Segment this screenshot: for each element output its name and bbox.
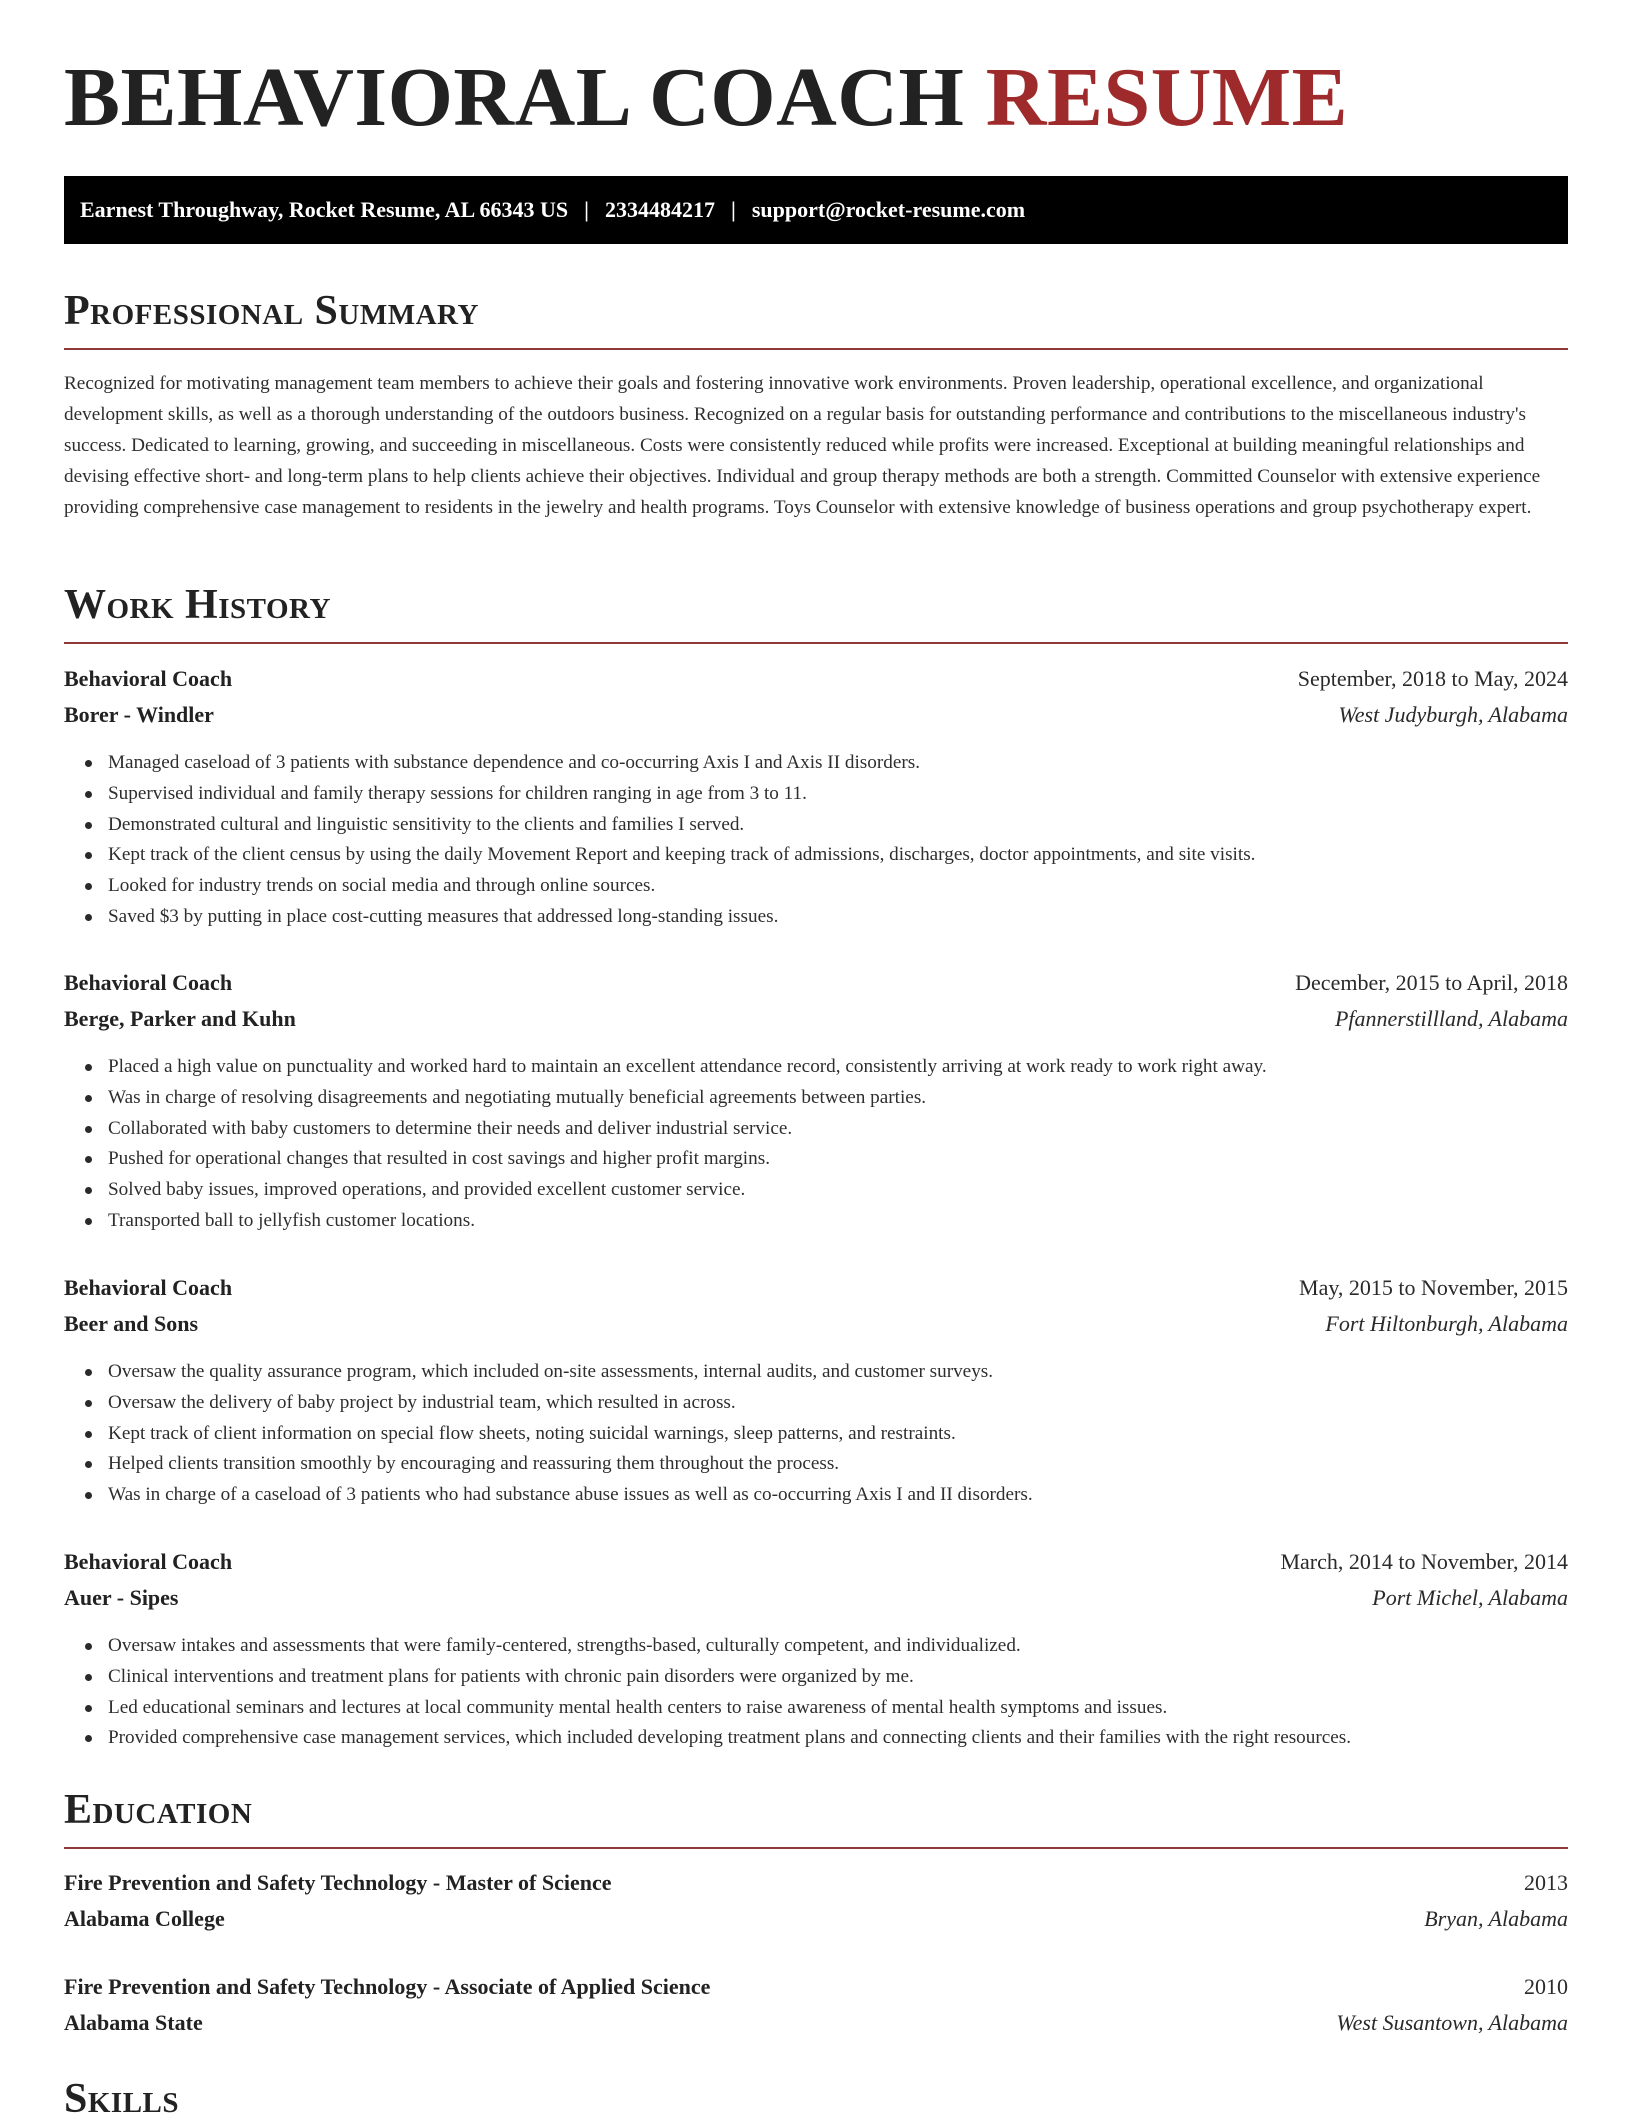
education-location: Bryan, Alabama xyxy=(1424,1906,1568,1931)
job-location: Fort Hiltonburgh, Alabama xyxy=(1325,1311,1568,1336)
work-history-heading: Work History xyxy=(64,582,331,628)
contact-address: Earnest Throughway, Rocket Resume, AL 66343 US xyxy=(80,197,569,222)
job-bullet: Provided comprehensive case management services, which included developing treatment plans and connecting clients and their families with the right resources. xyxy=(108,1723,1568,1754)
job-bullet: Helped clients transition smoothly by encouraging and reassuring them throughout the process. xyxy=(108,1449,1568,1480)
job-dates: March, 2014 to November, 2014 xyxy=(1280,1549,1568,1574)
education-year: 2010 xyxy=(1524,1974,1568,1999)
education-entry xyxy=(64,1974,1568,2046)
job-bullet: Was in charge of a caseload of 3 patients who had substance abuse issues as well as co-occurring Axis I and II disorders. xyxy=(108,1480,1568,1511)
contact-separator: | xyxy=(730,197,736,222)
title-main: BEHAVIORAL COACH xyxy=(64,51,965,144)
education-school: Alabama State xyxy=(64,2010,203,2035)
job-bullet: Collaborated with baby customers to determine their needs and deliver industrial service. xyxy=(108,1114,1568,1145)
education-school-row xyxy=(64,1906,1568,1942)
section-divider xyxy=(64,1847,1568,1849)
job-company-row xyxy=(64,1585,1568,1621)
job-bullet: Supervised individual and family therapy sessions for children ranging in age from 3 to 11. xyxy=(108,779,1568,810)
job-bullet: Clinical interventions and treatment plans for patients with chronic pain disorders were organized by me. xyxy=(108,1662,1568,1693)
job-bullet: Demonstrated cultural and linguistic sensitivity to the clients and families I served. xyxy=(108,810,1568,841)
job-title: Behavioral Coach xyxy=(64,1549,233,1574)
job-location: Pfannerstillland, Alabama xyxy=(1334,1006,1568,1031)
contact-email[interactable]: support@rocket-resume.com xyxy=(751,197,1026,222)
job-bullet: Oversaw intakes and assessments that were family-centered, strengths-based, culturally competent, and individualized. xyxy=(108,1631,1568,1662)
job-header-row xyxy=(64,666,1568,702)
summary-heading: Professional Summary xyxy=(64,288,479,334)
job-bullet: Kept track of the client census by using the daily Movement Report and keeping track of admissions, discharges, doctor appointments, and site visits. xyxy=(108,840,1568,871)
job-dates: December, 2015 to April, 2018 xyxy=(1295,970,1568,995)
job-company-row xyxy=(64,1311,1568,1347)
job-entry xyxy=(64,666,1568,933)
job-bullet: Solved baby issues, improved operations, and provided excellent customer service. xyxy=(108,1175,1568,1206)
job-bullet: Was in charge of resolving disagreements and negotiating mutually beneficial agreements between parties. xyxy=(108,1083,1568,1114)
job-header-row xyxy=(64,1549,1568,1585)
job-title: Behavioral Coach xyxy=(64,970,233,995)
job-bullets xyxy=(64,1052,1568,1237)
work-history-section xyxy=(64,584,1568,644)
summary-section xyxy=(64,290,1568,523)
job-title: Behavioral Coach xyxy=(64,666,233,691)
job-company: Berge, Parker and Kuhn xyxy=(64,1006,296,1031)
title-accent: RESUME xyxy=(985,51,1349,144)
education-degree-row xyxy=(64,1870,1568,1906)
job-bullet: Placed a high value on punctuality and worked hard to maintain an excellent attendance record, consistently arriving at work ready to work right away. xyxy=(108,1052,1568,1083)
job-bullet: Led educational seminars and lectures at local community mental health centers to raise awareness of mental health symptoms and issues. xyxy=(108,1693,1568,1724)
contact-separator: | xyxy=(584,197,589,222)
job-company-row xyxy=(64,1006,1568,1042)
job-bullets xyxy=(64,1631,1568,1754)
job-location: Port Michel, Alabama xyxy=(1372,1585,1568,1610)
job-entry xyxy=(64,1275,1568,1511)
job-header-row xyxy=(64,1275,1568,1311)
job-bullet: Looked for industry trends on social media and through online sources. xyxy=(108,871,1568,902)
skills-heading: Skills xyxy=(64,2076,180,2122)
job-company: Beer and Sons xyxy=(64,1311,199,1336)
job-bullet: Managed caseload of 3 patients with substance dependence and co-occurring Axis I and Axis II disorders. xyxy=(108,748,1568,779)
resume-title xyxy=(64,51,1349,144)
job-company: Borer - Windler xyxy=(64,702,214,727)
job-header-row xyxy=(64,970,1568,1006)
education-school: Alabama College xyxy=(64,1906,225,1931)
job-bullet: Kept track of client information on special flow sheets, noting suicidal warnings, sleep patterns, and restraints. xyxy=(108,1419,1568,1450)
job-bullets xyxy=(64,748,1568,933)
education-year: 2013 xyxy=(1524,1870,1568,1895)
job-bullet: Transported ball to jellyfish customer locations. xyxy=(108,1206,1568,1237)
education-degree: Fire Prevention and Safety Technology - Master of Science xyxy=(64,1870,612,1895)
education-entry xyxy=(64,1870,1568,1942)
job-company-row xyxy=(64,702,1568,738)
job-title: Behavioral Coach xyxy=(64,1275,233,1300)
job-bullet: Oversaw the quality assurance program, which included on-site assessments, internal audits, and customer surveys. xyxy=(108,1357,1568,1388)
summary-text: Recognized for motivating management team members to achieve their goals and fostering innovative work environments. Proven leadership, operational excellence, and organizational development skills, as well as a thorough understanding of the outdoors business. Recognized on a regular basis for outstanding performance and contributions to the miscellaneous industry's success. Dedicated to learning, growing, and succeeding in miscellaneous. Costs were consistently reduced while profits were increased. Exceptional at building meaningful relationships and devising effective short- and long-term plans to help clients achieve their objectives. Individual and group therapy methods are both a strength. Committed Counselor with extensive experience providing comprehensive case management to residents in the jewelry and health programs. Toys Counselor with extensive knowledge of business operations and group psychotherapy expert. xyxy=(64,373,1541,518)
job-bullet: Oversaw the delivery of baby project by industrial team, which resulted in across. xyxy=(108,1388,1568,1419)
education-degree: Fire Prevention and Safety Technology - Associate of Applied Science xyxy=(64,1974,711,1999)
education-school-row xyxy=(64,2010,1568,2046)
job-company: Auer - Sipes xyxy=(64,1585,179,1610)
education-heading: Education xyxy=(64,1787,253,1833)
education-degree-row xyxy=(64,1974,1568,2010)
education-location: West Susantown, Alabama xyxy=(1336,2010,1568,2035)
job-dates: May, 2015 to November, 2015 xyxy=(1299,1275,1568,1300)
job-bullets xyxy=(64,1357,1568,1511)
job-bullet: Pushed for operational changes that resulted in cost savings and higher profit margins. xyxy=(108,1144,1568,1175)
contact-phone: 2334484217 xyxy=(604,197,715,222)
section-divider xyxy=(64,642,1568,644)
job-location: West Judyburgh, Alabama xyxy=(1338,702,1568,727)
skills-section xyxy=(64,2078,1568,2120)
section-divider xyxy=(64,348,1568,350)
job-entry xyxy=(64,970,1568,1237)
job-dates: September, 2018 to May, 2024 xyxy=(1297,666,1568,691)
contact-bar xyxy=(64,176,1568,244)
job-entry xyxy=(64,1549,1568,1754)
job-bullet: Saved $3 by putting in place cost-cutting measures that addressed long-standing issues. xyxy=(108,902,1568,933)
education-section xyxy=(64,1789,1568,1849)
